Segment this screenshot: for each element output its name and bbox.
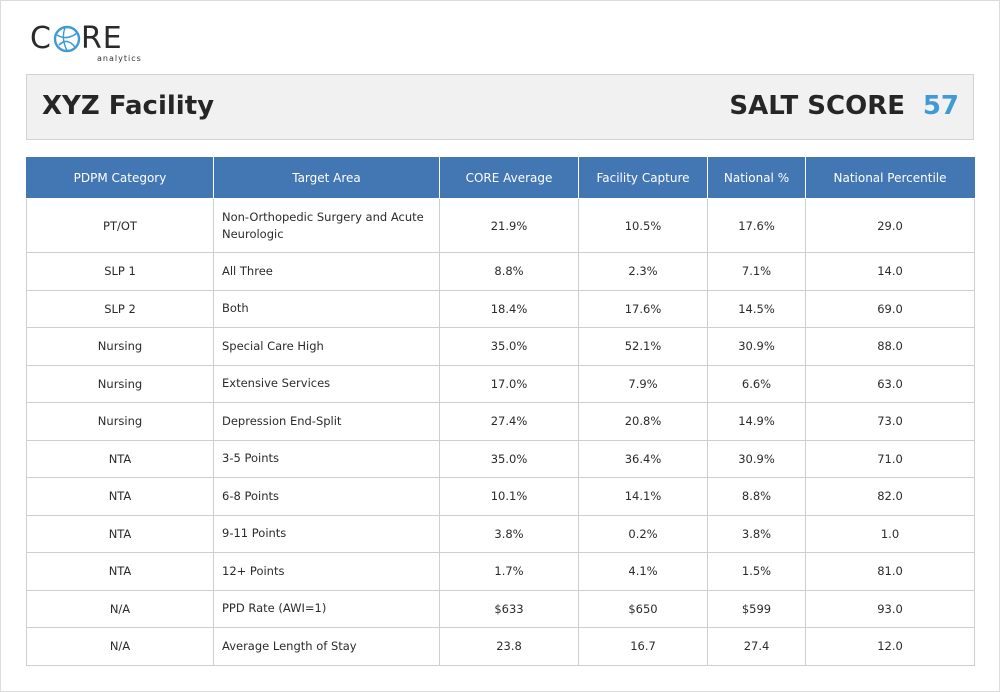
table-cell: 14.5% — [708, 290, 806, 328]
table-row — [27, 199, 975, 253]
table-cell: Nursing — [27, 328, 214, 366]
table-cell: 88.0 — [806, 328, 975, 366]
table-cell: 21.9% — [440, 199, 579, 253]
table-cell: 30.9% — [708, 328, 806, 366]
table-cell: 14.0 — [806, 253, 975, 291]
table-cell: NTA — [27, 440, 214, 478]
table-cell: 0.2% — [579, 515, 708, 553]
table-cell: 18.4% — [440, 290, 579, 328]
table-cell: 1.0 — [806, 515, 975, 553]
salt-score-value: 57 — [922, 91, 959, 121]
table-cell: $599 — [708, 590, 806, 628]
table-cell: 7.1% — [708, 253, 806, 291]
table-cell: Average Length of Stay — [214, 628, 440, 666]
table-cell: 69.0 — [806, 290, 975, 328]
table-cell: Extensive Services — [214, 365, 440, 403]
pdpm-score-table — [26, 157, 975, 666]
logo-word — [30, 23, 123, 55]
table-cell: 27.4% — [440, 403, 579, 441]
table-cell: 12+ Points — [214, 553, 440, 591]
logo-letters-re: RE — [80, 21, 123, 56]
column-header: Target Area — [214, 158, 440, 199]
table-cell: 10.5% — [579, 199, 708, 253]
table-row — [27, 290, 975, 328]
table-cell: $633 — [440, 590, 579, 628]
table-cell: 10.1% — [440, 478, 579, 516]
facility-banner — [26, 74, 974, 140]
table-cell: PPD Rate (AWI=1) — [214, 590, 440, 628]
table-cell: 14.9% — [708, 403, 806, 441]
salt-score-label: SALT SCORE — [729, 91, 905, 121]
table-cell: All Three — [214, 253, 440, 291]
table-cell: NTA — [27, 478, 214, 516]
table-cell: 9-11 Points — [214, 515, 440, 553]
table-cell: Both — [214, 290, 440, 328]
globe-icon — [53, 25, 81, 53]
logo-letter-c: C — [30, 21, 52, 56]
table-cell: 14.1% — [579, 478, 708, 516]
table-header-row — [27, 158, 975, 199]
table-row — [27, 440, 975, 478]
table-cell: 1.7% — [440, 553, 579, 591]
core-analytics-logo — [30, 23, 140, 65]
table-cell: 73.0 — [806, 403, 975, 441]
table-cell: 4.1% — [579, 553, 708, 591]
table-row — [27, 553, 975, 591]
table-cell: 17.0% — [440, 365, 579, 403]
table-cell: Special Care High — [214, 328, 440, 366]
table-cell: 1.5% — [708, 553, 806, 591]
table-cell: 71.0 — [806, 440, 975, 478]
table-row — [27, 365, 975, 403]
table-cell: 16.7 — [579, 628, 708, 666]
table-cell: 6-8 Points — [214, 478, 440, 516]
table-cell: NTA — [27, 515, 214, 553]
table-row — [27, 590, 975, 628]
table-row — [27, 403, 975, 441]
table-cell: Depression End-Split — [214, 403, 440, 441]
table-cell: 29.0 — [806, 199, 975, 253]
table-cell: 36.4% — [579, 440, 708, 478]
table-cell: 23.8 — [440, 628, 579, 666]
column-header: PDPM Category — [27, 158, 214, 199]
table-row — [27, 628, 975, 666]
table-cell: Nursing — [27, 403, 214, 441]
table-cell: N/A — [27, 590, 214, 628]
table-cell: SLP 2 — [27, 290, 214, 328]
table-cell: 30.9% — [708, 440, 806, 478]
table-cell: 52.1% — [579, 328, 708, 366]
column-header: National % — [708, 158, 806, 199]
table-cell: SLP 1 — [27, 253, 214, 291]
table-cell: 17.6% — [579, 290, 708, 328]
table-cell: 93.0 — [806, 590, 975, 628]
table-cell: 8.8% — [440, 253, 579, 291]
table-cell: PT/OT — [27, 199, 214, 253]
table-cell: 35.0% — [440, 440, 579, 478]
table-cell: 17.6% — [708, 199, 806, 253]
facility-name: XYZ Facility — [42, 91, 215, 121]
table-cell: NTA — [27, 553, 214, 591]
table-row — [27, 515, 975, 553]
table-cell: 7.9% — [579, 365, 708, 403]
table-cell: 3.8% — [440, 515, 579, 553]
table-cell: Nursing — [27, 365, 214, 403]
table-cell: N/A — [27, 628, 214, 666]
table-row — [27, 328, 975, 366]
logo-subtitle: analytics — [97, 54, 142, 63]
table-cell: $650 — [579, 590, 708, 628]
column-header: CORE Average — [440, 158, 579, 199]
table-cell: 3.8% — [708, 515, 806, 553]
table-cell: 63.0 — [806, 365, 975, 403]
table-cell: 2.3% — [579, 253, 708, 291]
table-row — [27, 253, 975, 291]
column-header: National Percentile — [806, 158, 975, 199]
table-cell: 12.0 — [806, 628, 975, 666]
table-cell: 20.8% — [579, 403, 708, 441]
table-cell: Non-Orthopedic Surgery and Acute Neurologic — [214, 199, 440, 253]
column-header: Facility Capture — [579, 158, 708, 199]
table-cell: 27.4 — [708, 628, 806, 666]
table-cell: 82.0 — [806, 478, 975, 516]
table-cell: 6.6% — [708, 365, 806, 403]
table-cell: 8.8% — [708, 478, 806, 516]
table-cell: 35.0% — [440, 328, 579, 366]
table-cell: 81.0 — [806, 553, 975, 591]
table-row — [27, 478, 975, 516]
table-cell: 3-5 Points — [214, 440, 440, 478]
